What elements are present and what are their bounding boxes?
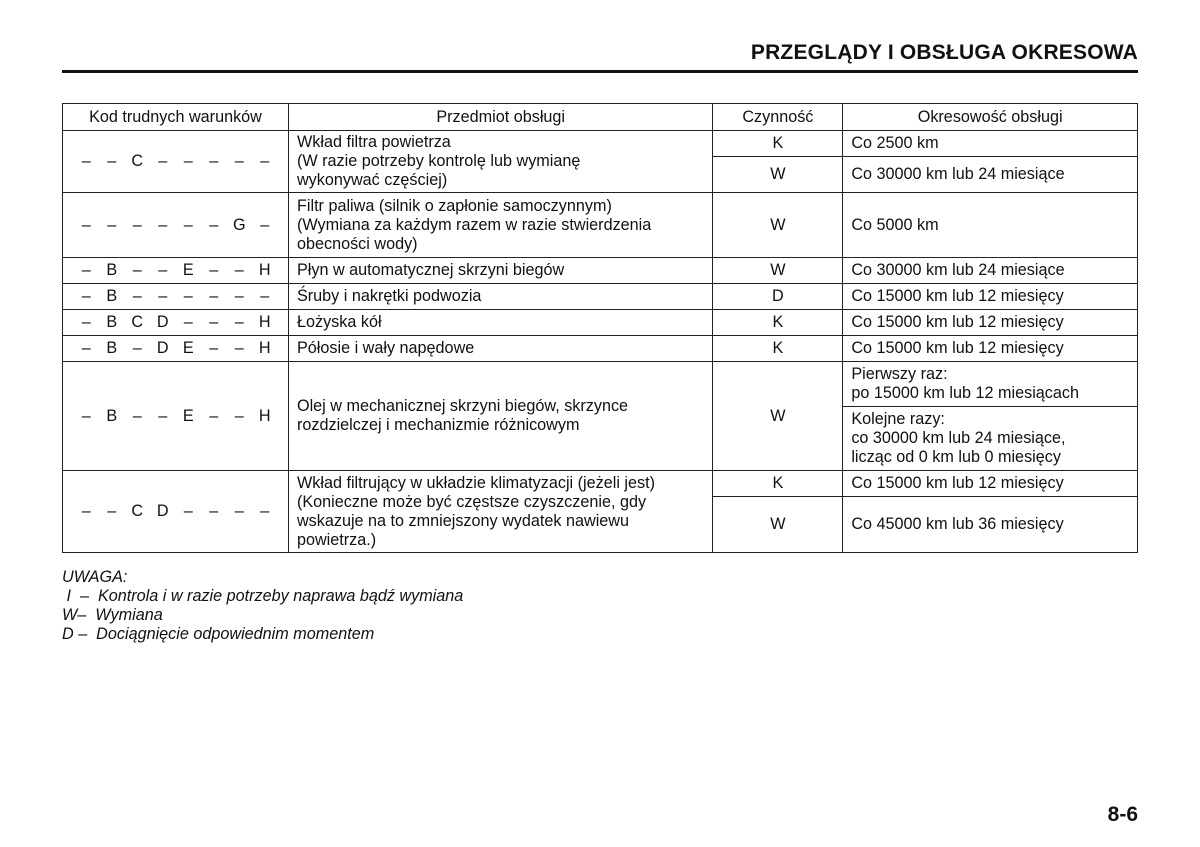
service-item-cell: Olej w mechanicznej skrzyni biegów, skrzynce rozdzielczej i mechanizmie różnicowym <box>288 362 712 471</box>
interval-cell: Co 15000 km lub 12 miesięcy <box>843 284 1138 310</box>
action-cell: K <box>713 471 843 497</box>
interval-cell: Co 15000 km lub 12 miesięcy <box>843 310 1138 336</box>
action-cell: W <box>713 258 843 284</box>
action-cell: W <box>713 157 843 193</box>
action-cell: K <box>713 131 843 157</box>
page-number: 8-6 <box>1107 803 1138 826</box>
action-cell: W <box>713 362 843 471</box>
service-item-cell: Płyn w automatycznej skrzyni biegów <box>288 258 712 284</box>
action-cell: D <box>713 284 843 310</box>
interval-cell: Co 30000 km lub 24 miesiące <box>843 258 1138 284</box>
table-row <box>63 310 1138 336</box>
table-row <box>63 471 1138 497</box>
service-item-cell: Wkład filtra powietrza (W razie potrzeby kontrolę lub wymianę wykonywać częściej) <box>288 131 712 193</box>
header-divider <box>62 70 1138 73</box>
interval-cell: Co 2500 km <box>843 131 1138 157</box>
table-header-row <box>63 104 1138 131</box>
interval-cell: Co 15000 km lub 12 miesięcy <box>843 336 1138 362</box>
maintenance-table <box>62 103 1138 553</box>
condition-code-cell: – B C D – – – H <box>63 310 289 336</box>
note-line: D – Dociągnięcie odpowiednim momentem <box>62 625 375 643</box>
table-row <box>63 284 1138 310</box>
service-item-cell: Łożyska kół <box>288 310 712 336</box>
column-header-interval: Okresowość obsługi <box>843 104 1138 131</box>
action-cell: K <box>713 310 843 336</box>
table-row <box>63 258 1138 284</box>
notes-title: UWAGA: <box>62 568 128 586</box>
condition-code-cell: – – C – – – – – <box>63 131 289 193</box>
table-row <box>63 336 1138 362</box>
condition-code-cell: – – – – – – G – <box>63 193 289 258</box>
action-cell: W <box>713 193 843 258</box>
interval-cell: Co 30000 km lub 24 miesiące <box>843 157 1138 193</box>
table-row <box>63 131 1138 157</box>
service-item-cell: Wkład filtrujący w układzie klimatyzacji (jeżeli jest) (Konieczne może być częstsze czyszczenie, gdy wskazuje na to zmniejszony wydatek nawiewu powietrza.) <box>288 471 712 553</box>
table-row <box>63 193 1138 258</box>
interval-cell: Kolejne razy: co 30000 km lub 24 miesiące, licząc od 0 km lub 0 miesięcy <box>843 407 1138 471</box>
interval-cell: Co 5000 km <box>843 193 1138 258</box>
condition-code-cell: – B – – E – – H <box>63 258 289 284</box>
column-header-code: Kod trudnych warunków <box>63 104 289 131</box>
action-cell: K <box>713 336 843 362</box>
condition-code-cell: – – C D – – – – <box>63 471 289 553</box>
condition-code-cell: – B – – E – – H <box>63 362 289 471</box>
condition-code-cell: – B – – – – – – <box>63 284 289 310</box>
interval-cell: Co 45000 km lub 36 miesięcy <box>843 497 1138 553</box>
page-section-title: PRZEGLĄDY I OBSŁUGA OKRESOWA <box>750 41 1138 64</box>
service-item-cell: Śruby i nakrętki podwozia <box>288 284 712 310</box>
column-header-item: Przedmiot obsługi <box>288 104 712 131</box>
note-line: I – Kontrola i w razie potrzeby naprawa bądź wymiana <box>62 587 464 605</box>
column-header-action: Czynność <box>713 104 843 131</box>
service-item-cell: Filtr paliwa (silnik o zapłonie samoczynnym) (Wymiana za każdym razem w razie stwierdzenia obecności wody) <box>288 193 712 258</box>
interval-cell: Co 15000 km lub 12 miesięcy <box>843 471 1138 497</box>
interval-cell: Pierwszy raz: po 15000 km lub 12 miesiącach <box>843 362 1138 407</box>
action-cell: W <box>713 497 843 553</box>
table-row <box>63 362 1138 407</box>
service-item-cell: Półosie i wały napędowe <box>288 336 712 362</box>
condition-code-cell: – B – D E – – H <box>63 336 289 362</box>
legend-notes <box>62 568 463 644</box>
note-line: W– Wymiana <box>62 606 163 624</box>
